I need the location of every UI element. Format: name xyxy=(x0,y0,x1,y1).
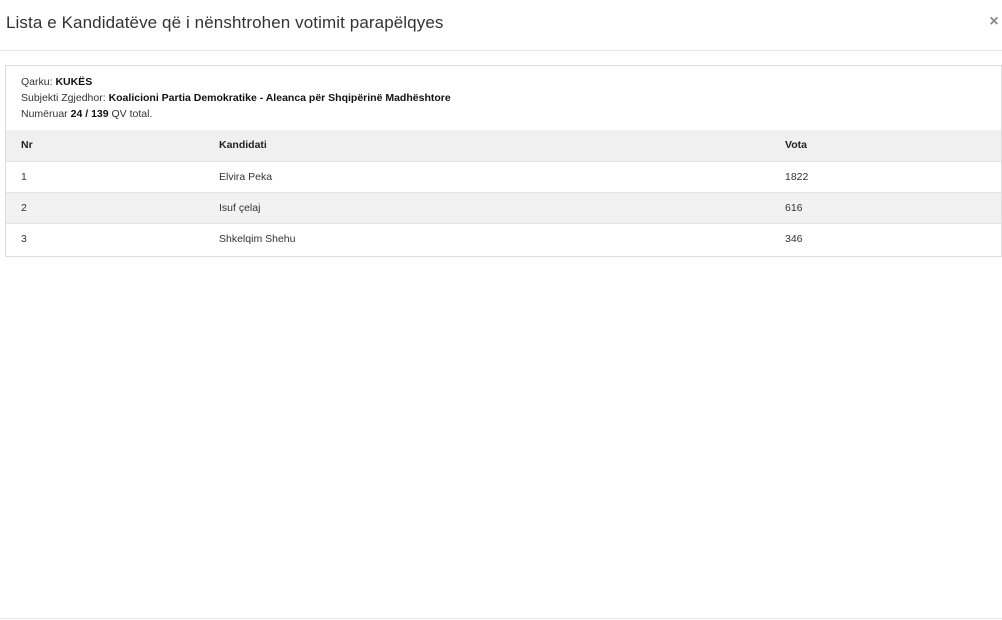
cell-kandidati: Shkelqim Shehu xyxy=(204,223,770,254)
cell-nr: 2 xyxy=(6,192,204,223)
cell-kandidati: Isuf çelaj xyxy=(204,192,770,223)
cell-nr: 1 xyxy=(6,161,204,192)
cell-nr: 3 xyxy=(6,223,204,254)
modal-title: Lista e Kandidatëve që i nënshtrohen votimit parapëlqyes xyxy=(6,13,444,32)
cell-vota: 346 xyxy=(770,223,1001,254)
subjekti-row xyxy=(21,90,451,106)
modal-footer-divider xyxy=(0,618,1002,619)
qarku-label: Qarku: xyxy=(21,76,53,88)
results-panel xyxy=(5,65,1002,257)
qarku-row xyxy=(21,74,451,90)
table-row xyxy=(6,223,1001,254)
header-kandidati[interactable]: Kandidati xyxy=(204,130,770,161)
close-button[interactable]: × xyxy=(987,13,1001,31)
cell-vota: 616 xyxy=(770,192,1001,223)
numeruar-separator: / xyxy=(85,108,89,120)
table-row xyxy=(6,192,1001,223)
cell-kandidati: Elvira Peka xyxy=(204,161,770,192)
table-row xyxy=(6,161,1001,192)
numeruar-count: 24 xyxy=(70,108,83,120)
header-vota[interactable]: Vota xyxy=(770,130,1001,161)
qarku-value: KUKËS xyxy=(55,76,93,88)
subjekti-label: Subjekti Zgjedhor: xyxy=(21,92,106,104)
modal-header xyxy=(0,0,1002,51)
candidates-table xyxy=(6,130,1001,254)
header-nr[interactable]: Nr xyxy=(6,130,204,161)
numeruar-total: 139 xyxy=(91,108,109,120)
info-block xyxy=(21,74,451,122)
cell-vota: 1822 xyxy=(770,161,1001,192)
numeruar-row xyxy=(21,106,451,122)
numeruar-label: Numëruar xyxy=(21,108,68,120)
table-header-row xyxy=(6,130,1001,161)
subjekti-value: Koalicioni Partia Demokratike - Aleanca për Shqipërinë Madhështore xyxy=(108,92,451,104)
numeruar-suffix: QV total. xyxy=(111,108,153,120)
